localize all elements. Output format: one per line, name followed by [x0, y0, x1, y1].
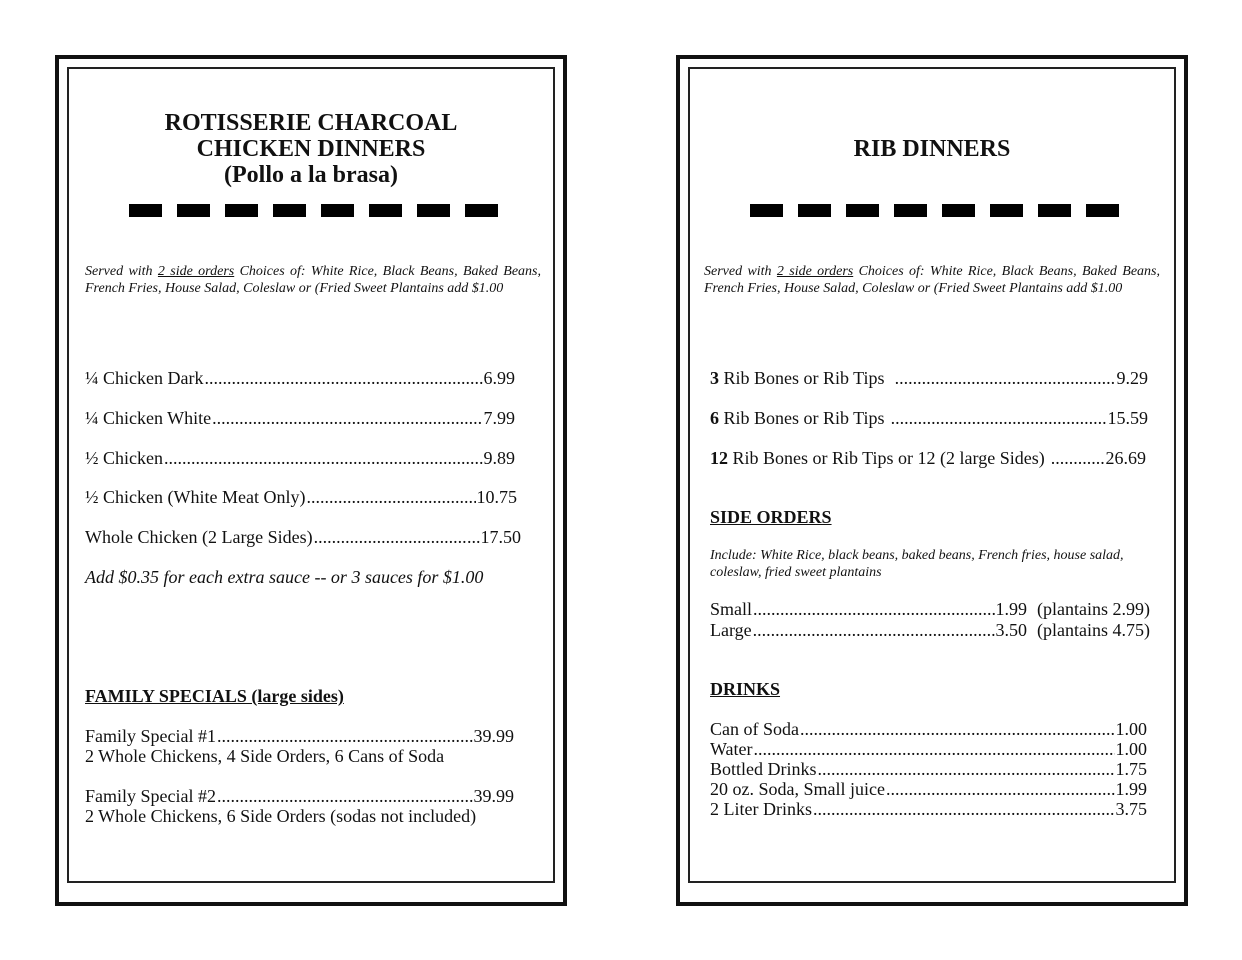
- side-order-item: Small ..... 1.99 (plantains 2.99): [710, 599, 1150, 619]
- family-special-desc: 2 Whole Chickens, 6 Side Orders (sodas not included): [85, 806, 477, 826]
- drink-item: 2 Liter Drinks ..... 3.75: [710, 799, 1147, 819]
- family-specials-heading: FAMILY SPECIALS (large sides): [85, 686, 344, 706]
- dash-divider: [129, 204, 498, 217]
- sides-note: Served with 2 side orders Choices of: White Rice, Black Beans, Baked Beans, French Fries, House Salad, Coleslaw or (Fried Sweet Plantains add $1.00: [85, 264, 541, 296]
- family-special: Family Special #2 ..... 39.99: [85, 786, 514, 806]
- rib-item: 6 Rib Bones or Rib Tips ..... 15.59: [710, 408, 1148, 428]
- title-line: CHICKEN DINNERS: [196, 136, 426, 162]
- title-line: (Pollo a la brasa): [224, 162, 398, 188]
- side-order-item: Large ..... 3.50 (plantains 4.75): [710, 620, 1150, 640]
- rib-item: 12 Rib Bones or Rib Tips or 12 (2 large Sides) ..... 26.69: [710, 448, 1146, 468]
- drink-item: Can of Soda ..... 1.00: [710, 719, 1147, 739]
- side-orders-note: Include: White Rice, black beans, baked beans, French fries, house salad, coleslaw, fried sweet plantains: [710, 548, 1124, 580]
- drink-item: Bottled Drinks ..... 1.75: [710, 759, 1147, 779]
- menu-item: ½ Chicken ..... 9.89: [85, 448, 515, 468]
- dash-divider: [750, 204, 1119, 217]
- menu-item: ½ Chicken (White Meat Only) ..... 10.75: [85, 487, 517, 507]
- drinks-heading: DRINKS: [710, 679, 781, 699]
- drink-item: 20 oz. Soda, Small juice ..... 1.99: [710, 779, 1147, 799]
- menu-item: ¼ Chicken White ..... 7.99: [85, 408, 515, 428]
- chicken-title: [67, 110, 555, 188]
- title-line: ROTISSERIE CHARCOAL: [164, 110, 458, 136]
- menu-item: ¼ Chicken Dark ..... 6.99: [85, 368, 515, 388]
- rib-item: 3 Rib Bones or Rib Tips ..... 9.29: [710, 368, 1148, 388]
- family-special-desc: 2 Whole Chickens, 4 Side Orders, 6 Cans of Soda: [85, 746, 445, 766]
- side-orders-heading: SIDE ORDERS: [710, 507, 832, 527]
- rib-title: RIB DINNERS: [853, 136, 1011, 162]
- menu-item: Whole Chicken (2 Large Sides) ..... ...17.50: [85, 527, 521, 547]
- sauce-note: Add $0.35 for each extra sauce -- or 3 sauces for $1.00: [85, 567, 484, 587]
- family-special: Family Special #1 ..... 39.99: [85, 726, 514, 746]
- sides-note: Served with 2 side orders Choices of: White Rice, Black Beans, Baked Beans, French Fries, House Salad, Coleslaw or (Fried Sweet Plantains add $1.00: [704, 264, 1160, 296]
- drink-item: Water ..... 1.00: [710, 739, 1147, 759]
